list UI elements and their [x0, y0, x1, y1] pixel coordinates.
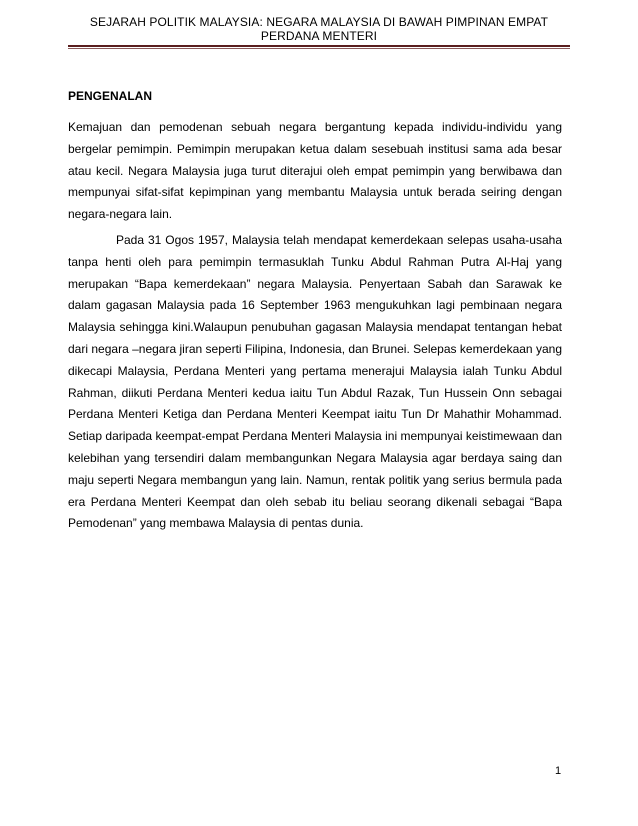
header-title-line2: PERDANA MENTERI: [260, 29, 378, 43]
page-number: 1: [555, 765, 562, 777]
header-title-line1: SEJARAH POLITIK MALAYSIA: NEGARA MALAYSIA DI BAWAH PIMPINAN EMPAT: [89, 15, 549, 29]
paragraph-intro: Kemajuan dan pemodenan sebuah negara bergantung kepada individu-individu yang bergelar pemimpin. Pemimpin merupakan ketua dalam sesebuah institusi sama ada besar atau kecil. Negara Malaysia juga turut diterajui oleh empat pemimpin yang berwibawa dan mempunyai sifat-sifat kepimpinan yang membantu Malaysia untuk berada seiring dengan negara-negara lain.: [68, 120, 562, 222]
header-divider: [68, 45, 570, 47]
section-heading: PENGENALAN: [68, 89, 153, 103]
page-header: [70, 15, 568, 43]
paragraph-history: Pada 31 Ogos 1957, Malaysia telah mendapat kemerdekaan selepas usaha-usaha tanpa henti oleh para pemimpin termasuklah Tunku Abdul Rahman Putra Al-Haj yang merupakan “Bapa kemerdekaan” negara Malaysia. Penyertaan Sabah dan Sarawak ke dalam gagasan Malaysia pada 16 September 1963 mengukuhkan lagi pembinaan negara Malaysia sehingga kini.Walaupun penubuhan gagasan Malaysia mendapat tentangan hebat dari negara –negara jiran seperti Filipina, Indonesia, dan Brunei. Selepas kemerdekaan yang dikecapi Malaysia, Perdana Menteri yang pertama menerajui Malaysia ialah Tunku Abdul Rahman, diikuti Perdana Menteri kedua iaitu Tun Abdul Razak, Tun Hussein Onn sebagai Perdana Menteri Ketiga dan Perdana Menteri Keempat iaitu Tun Dr Mahathir Mohammad. Setiap daripada keempat-empat Perdana Menteri Malaysia ini mempunyai keistimewaan dan kelebihan yang tersendiri dalam membangunkan Negara Malaysia agar berdaya saing dan maju seperti Negara membangun yang lain. Namun, rentak politik yang serius bermula pada era Perdana Menteri Keempat dan oleh sebab itu beliau seorang dikenali sebagai “Bapa Pemodenan” yang membawa Malaysia di pentas dunia.: [68, 233, 562, 531]
header-divider-thin: [68, 48, 570, 49]
